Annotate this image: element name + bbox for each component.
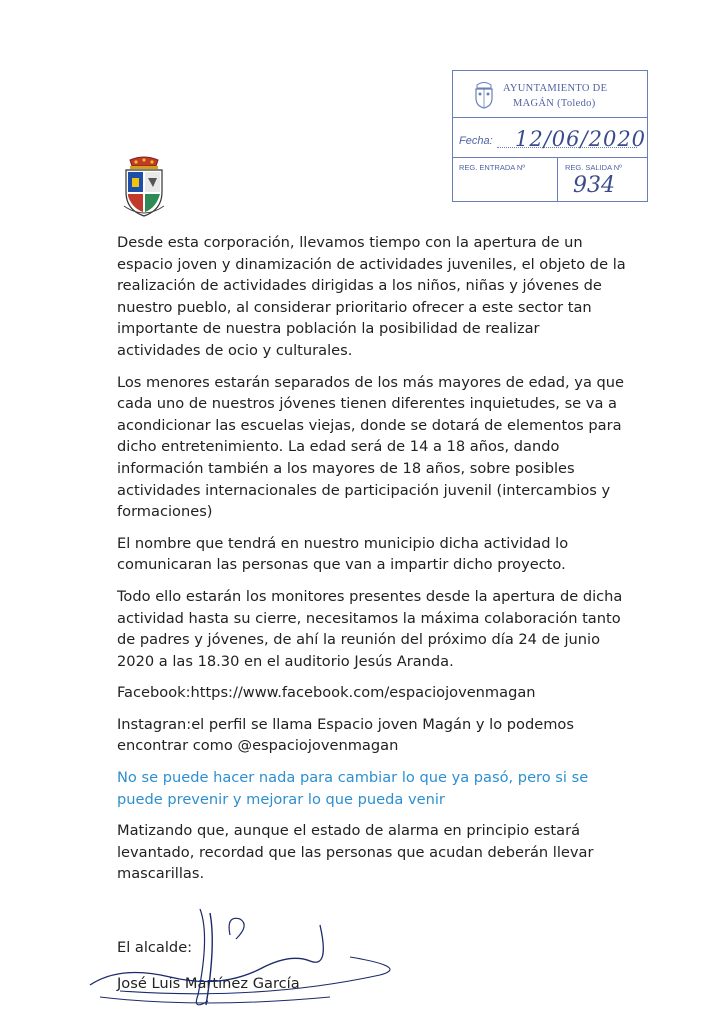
instagram-line: Instagran:el perfil se llama Espacio joven Magán y lo podemos encontrar como @espaciojovenmagan — [117, 715, 574, 755]
stamp-date-value: 12/06/2020 — [515, 127, 647, 151]
stamp-org-line2: MAGÁN (Toledo) — [513, 98, 596, 109]
stamp-header — [453, 71, 647, 118]
closing-paragraph: Matizando que, aunque el estado de alarma en principio estará levantado, recordad que las personas que acudan deberán llevar mascarillas. — [117, 822, 594, 883]
stamp-crest-icon — [473, 79, 495, 109]
stamp-reg-salida-label: REG. SALIDA Nº — [565, 163, 622, 172]
stamp-register-row — [453, 157, 647, 201]
facebook-line: Facebook:https://www.facebook.com/espaciojovenmagan — [117, 684, 536, 702]
paragraph-monitores: Todo ello estarán los monitores presentes desde la apertura de dicha actividad hasta su cierre, necesitamos la máxima colaboración tanto de padres y jóvenes, de ahí la reunión del próximo día 24 de junio 2020 a las 18.30 en el auditorio Jesús Aranda. — [117, 587, 623, 670]
signer-name: José Luis Martínez García — [117, 974, 300, 992]
stamp-org-line1: AYUNTAMIENTO DE — [503, 83, 608, 94]
paragraph-menores: Los menores estarán separados de los más mayores de edad, ya que cada uno de nuestros jóvenes tienen diferentes inquietudes, se va a acondicionar las escuelas viejas, donde se dotará de elementos para dicho entretenimiento. La edad será de 14 a 18 años, dando información también a los mayores de 18 años, sobre posibles actividades internacionales de participación juvenil (intercambios y formaciones) — [117, 373, 625, 521]
handwritten-signature — [80, 905, 440, 1015]
stamp-divider — [557, 157, 558, 201]
signer-title: El alcalde: — [117, 939, 193, 957]
quote-paragraph: No se puede hacer nada para cambiar lo que ya pasó, pero si se puede prevenir y mejorar lo que pueda venir — [117, 769, 589, 808]
stamp-reg-entrada-label: REG. ENTRADA Nº — [459, 163, 526, 172]
registry-stamp — [452, 70, 648, 202]
stamp-reg-salida-value: 934 — [573, 173, 615, 198]
stamp-date-label: Fecha: — [459, 135, 493, 147]
coat-of-arms-icon — [120, 156, 168, 218]
letter-body — [117, 232, 627, 1004]
paragraph-intro: Desde esta corporación, llevamos tiempo con la apertura de un espacio joven y dinamización de actividades juveniles, el objeto de la realización de actividades dirigidas a los niños, niñas y jóvenes de nuestro pueblo, al considerar prioritario ofrecer a este sector tan importante de nuestra población la posibilidad de realizar actividades de ocio y culturales. — [117, 234, 626, 359]
stamp-date-row — [453, 117, 647, 158]
paragraph-nombre: El nombre que tendrá en nuestro municipio dicha actividad lo comunicaran las personas que van a impartir dicho proyecto. — [117, 534, 569, 574]
